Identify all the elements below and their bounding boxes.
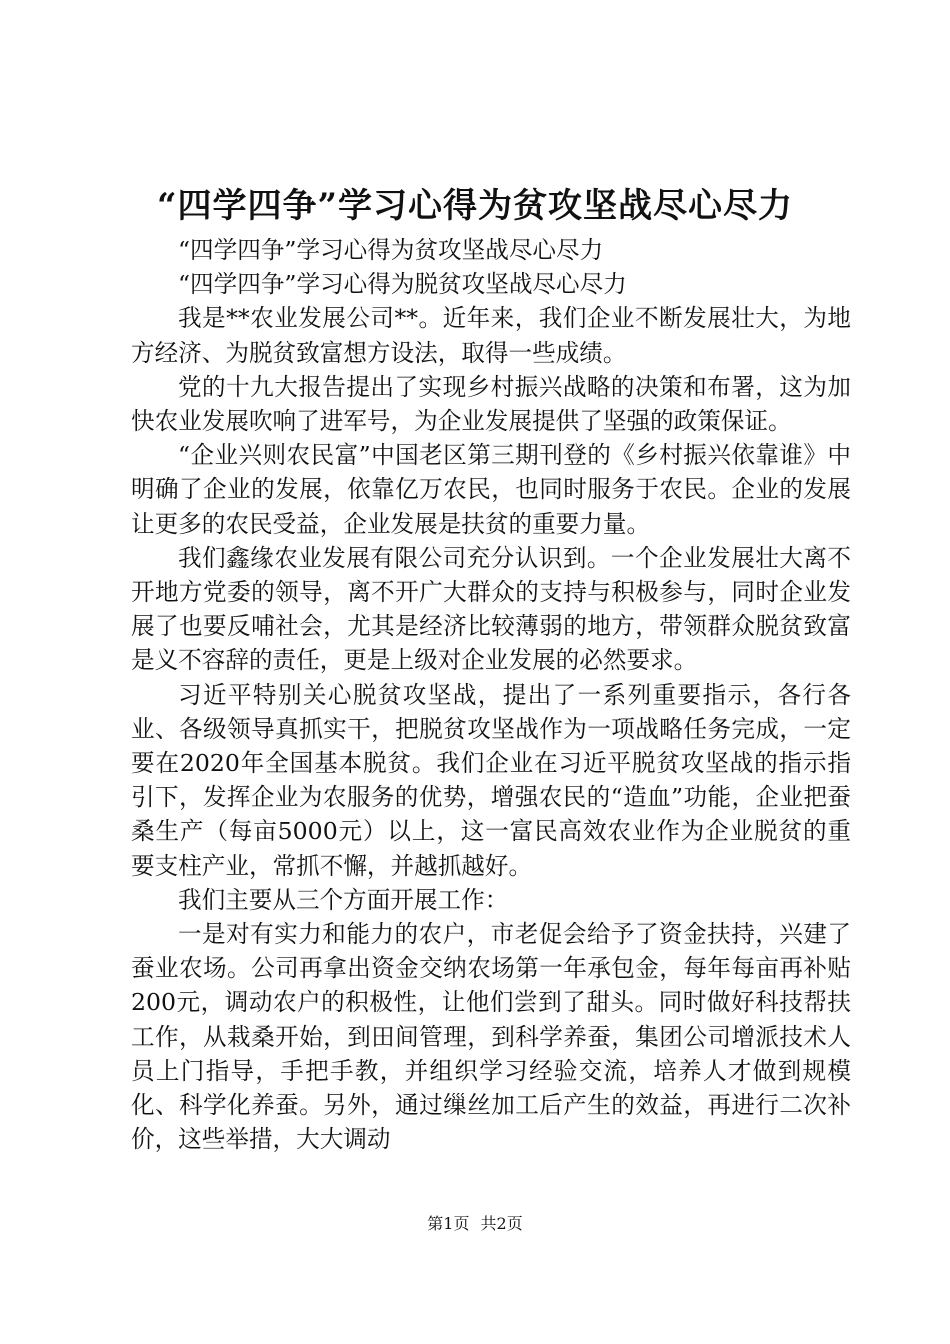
- document-body: [131, 233, 851, 1156]
- page-number: 第1页: [427, 1214, 470, 1233]
- page-footer: [0, 1213, 950, 1235]
- paragraph: 习近平特别关心脱贫攻坚战，提出了一系列重要指示，各行各业、各级领导真抓实干，把脱贫攻坚战作为一项战略任务完成，一定要在2020年全国基本脱贫。我们企业在习近平脱贫攻坚战的指示指引下，发挥企业为农服务的优势，增强农民的“造血”功能，企业把蚕桑生产（每亩5000元）以上，这一富民高效农业作为企业脱贫的重要支柱产业，常抓不懈，并越抓越好。: [131, 680, 851, 880]
- paragraph: 我们鑫缘农业发展有限公司充分认识到。一个企业发展壮大离不开地方党委的领导，离不开广大群众的支持与积极参与，同时企业发展了也要反哺社会，尤其是经济比较薄弱的地方，带领群众脱贫致富是义不容辞的责任，更是上级对企业发展的必然要求。: [131, 543, 851, 675]
- document-title: “四学四争”学习心得为贫攻坚战尽心尽力: [156, 186, 794, 226]
- paragraph: 我是**农业发展公司**。近年来，我们企业不断发展壮大，为地方经济、为脱贫致富想方设法，取得一些成绩。: [131, 304, 851, 367]
- paragraph: “四学四争”学习心得为贫攻坚战尽心尽力: [178, 236, 604, 264]
- paragraph: 一是对有实力和能力的农户，市老促会给予了资金扶持，兴建了蚕业农场。公司再拿出资金交纳农场第一年承包金，每年每亩再补贴200元，调动农户的积极性，让他们尝到了甜头。同时做好科技帮扶工作，从栽桑开始，到田间管理，到科学养蚕，集团公司增派技术人员上门指导，手把手教，并组织学习经验交流，培养人才做到规模化、科学化养蚕。另外，通过缫丝加工后产生的效益，再进行二次补价，这些举措，大大调动: [131, 920, 851, 1154]
- paragraph: “企业兴则农民富”中国老区第三期刊登的《乡村振兴依靠谁》中明确了企业的发展，依靠亿万农民，也同时服务于农民。企业的发展让更多的农民受益，企业发展是扶贫的重要力量。: [131, 441, 851, 538]
- paragraph: “四学四争”学习心得为脱贫攻坚战尽心尽力: [178, 270, 627, 299]
- paragraph: 我们主要从三个方面开展工作：: [178, 885, 509, 914]
- paragraph: 党的十九大报告提出了实现乡村振兴战略的决策和布署，这为加快农业发展吹响了进军号，为企业发展提供了坚强的政策保证。: [131, 372, 851, 436]
- page-total: 共2页: [480, 1214, 523, 1233]
